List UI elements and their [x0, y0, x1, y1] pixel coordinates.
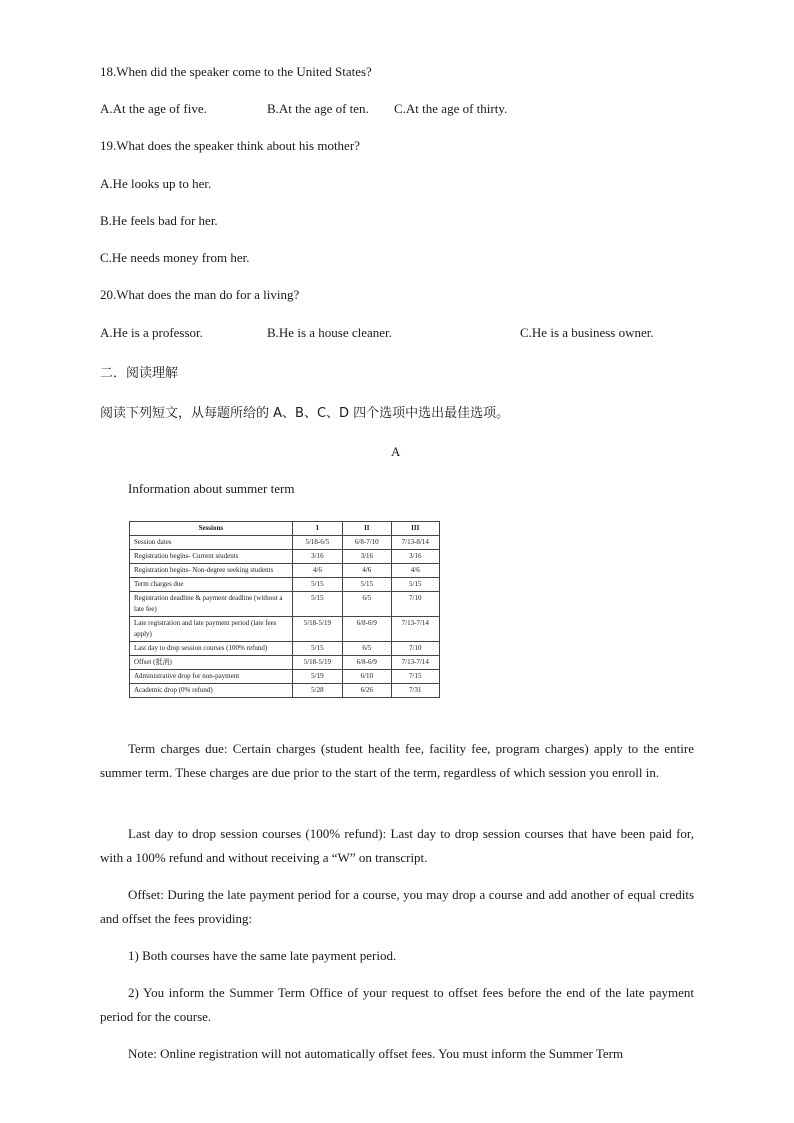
- table-header-cell: III: [391, 522, 440, 536]
- table-cell-label: Last day to drop session courses (100% refund): [130, 642, 293, 656]
- table-cell: 5/15: [391, 578, 440, 592]
- paragraph-term-charges: Term charges due: Certain charges (student health fee, facility fee, program charges) apply to the entire summer term. These charges are due prior to the start of the term, regardless of which session you enroll in.: [100, 741, 694, 780]
- table-row: [130, 536, 440, 550]
- table-cell: 3/16: [343, 550, 391, 564]
- table-row: [130, 617, 440, 642]
- question-18-stem: 18.When did the speaker come to the United States?: [100, 64, 372, 79]
- table-cell: 6/8-6/9: [343, 656, 391, 670]
- section-heading: 二．阅读理解: [100, 366, 179, 381]
- table-row: [130, 642, 440, 656]
- table-cell: 3/16: [391, 550, 440, 564]
- table-row: [130, 578, 440, 592]
- question-19-option-b: B.He feels bad for her.: [100, 213, 218, 228]
- question-18-option-c: C.At the age of thirty.: [394, 101, 508, 116]
- paragraph-offset-condition-2: 2) You inform the Summer Term Office of your request to offset fees before the end of the late payment period for the course.: [100, 985, 694, 1024]
- paragraph-note: Note: Online registration will not automatically offset fees. You must inform the Summer Term: [128, 1046, 624, 1061]
- table-row: [130, 656, 440, 670]
- table-cell: 5/19: [292, 670, 342, 684]
- table-cell: 6/8-6/9: [343, 617, 391, 642]
- table-cell: 4/6: [391, 564, 440, 578]
- table-header-cell: I: [292, 522, 342, 536]
- table-cell: 5/15: [292, 592, 342, 617]
- table-cell: 7/13-8/14: [391, 536, 440, 550]
- table-cell: 7/13-7/14: [391, 656, 440, 670]
- table-cell: 5/15: [292, 642, 342, 656]
- paragraph-last-day-drop: Last day to drop session courses (100% refund): Last day to drop session courses that have been paid for, with a 100% refund and without receiving a “W” on transcript.: [100, 826, 694, 865]
- table-cell: 6/8-7/10: [343, 536, 391, 550]
- table-cell: 6/10: [343, 670, 391, 684]
- question-18-option-b: B.At the age of ten.: [267, 101, 369, 116]
- table-row: [130, 684, 440, 698]
- table-cell: 6/5: [343, 592, 391, 617]
- table-cell: 5/18-5/19: [292, 617, 342, 642]
- section-instruction: 阅读下列短文，从每题所给的 A、B、C、D 四个选项中选出最佳选项。: [100, 406, 510, 421]
- table-cell: 5/18-5/19: [292, 656, 342, 670]
- table-cell: 7/10: [391, 642, 440, 656]
- table-header-cell: II: [343, 522, 391, 536]
- table-cell-label: Term charges due: [130, 578, 293, 592]
- passage-letter: A: [391, 444, 401, 459]
- table-cell: 7/15: [391, 670, 440, 684]
- question-20-option-c: C.He is a business owner.: [520, 325, 654, 340]
- table-cell: 5/15: [343, 578, 391, 592]
- table-cell: 7/31: [391, 684, 440, 698]
- paragraph-offset: Offset: During the late payment period for a course, you may drop a course and add another of equal credits and offset the fees providing:: [100, 887, 694, 926]
- summer-term-table: [129, 521, 440, 698]
- table-cell: 6/26: [343, 684, 391, 698]
- table-header-cell: Sessions: [130, 522, 293, 536]
- table-cell-label: Academic drop (0% refund): [130, 684, 293, 698]
- table-row: [130, 670, 440, 684]
- question-20-stem: 20.What does the man do for a living?: [100, 287, 300, 302]
- table-cell: 7/10: [391, 592, 440, 617]
- question-20-option-a: A.He is a professor.: [100, 325, 203, 340]
- table-cell: 7/13-7/14: [391, 617, 440, 642]
- table-cell-label: Session dates: [130, 536, 293, 550]
- table-cell-label: Late registration and late payment period (late fees apply): [130, 617, 293, 642]
- table-cell: 5/18-6/5: [292, 536, 342, 550]
- table-cell: 5/28: [292, 684, 342, 698]
- passage-title: Information about summer term: [128, 481, 295, 496]
- table-cell-label: Registration begins- Non-degree seeking students: [130, 564, 293, 578]
- table-cell: 5/15: [292, 578, 342, 592]
- table-cell-label: Registration begins- Current students: [130, 550, 293, 564]
- table-cell-label: Offset (抵消): [130, 656, 293, 670]
- table-cell: 4/6: [292, 564, 342, 578]
- table-cell: 4/6: [343, 564, 391, 578]
- table-cell: 6/5: [343, 642, 391, 656]
- table-row: [130, 564, 440, 578]
- table-row: [130, 550, 440, 564]
- question-19-option-a: A.He looks up to her.: [100, 176, 212, 191]
- table-cell-label: Administrative drop for non-payment: [130, 670, 293, 684]
- question-20-option-b: B.He is a house cleaner.: [267, 325, 392, 340]
- table-cell: 3/16: [292, 550, 342, 564]
- table-row: [130, 592, 440, 617]
- table-header-row: [130, 522, 440, 536]
- question-18-option-a: A.At the age of five.: [100, 101, 207, 116]
- question-19-stem: 19.What does the speaker think about his mother?: [100, 138, 360, 153]
- paragraph-offset-condition-1: 1) Both courses have the same late payment period.: [128, 948, 397, 963]
- question-19-option-c: C.He needs money from her.: [100, 250, 250, 265]
- table-cell-label: Registration deadline & payment deadline (without a late fee): [130, 592, 293, 617]
